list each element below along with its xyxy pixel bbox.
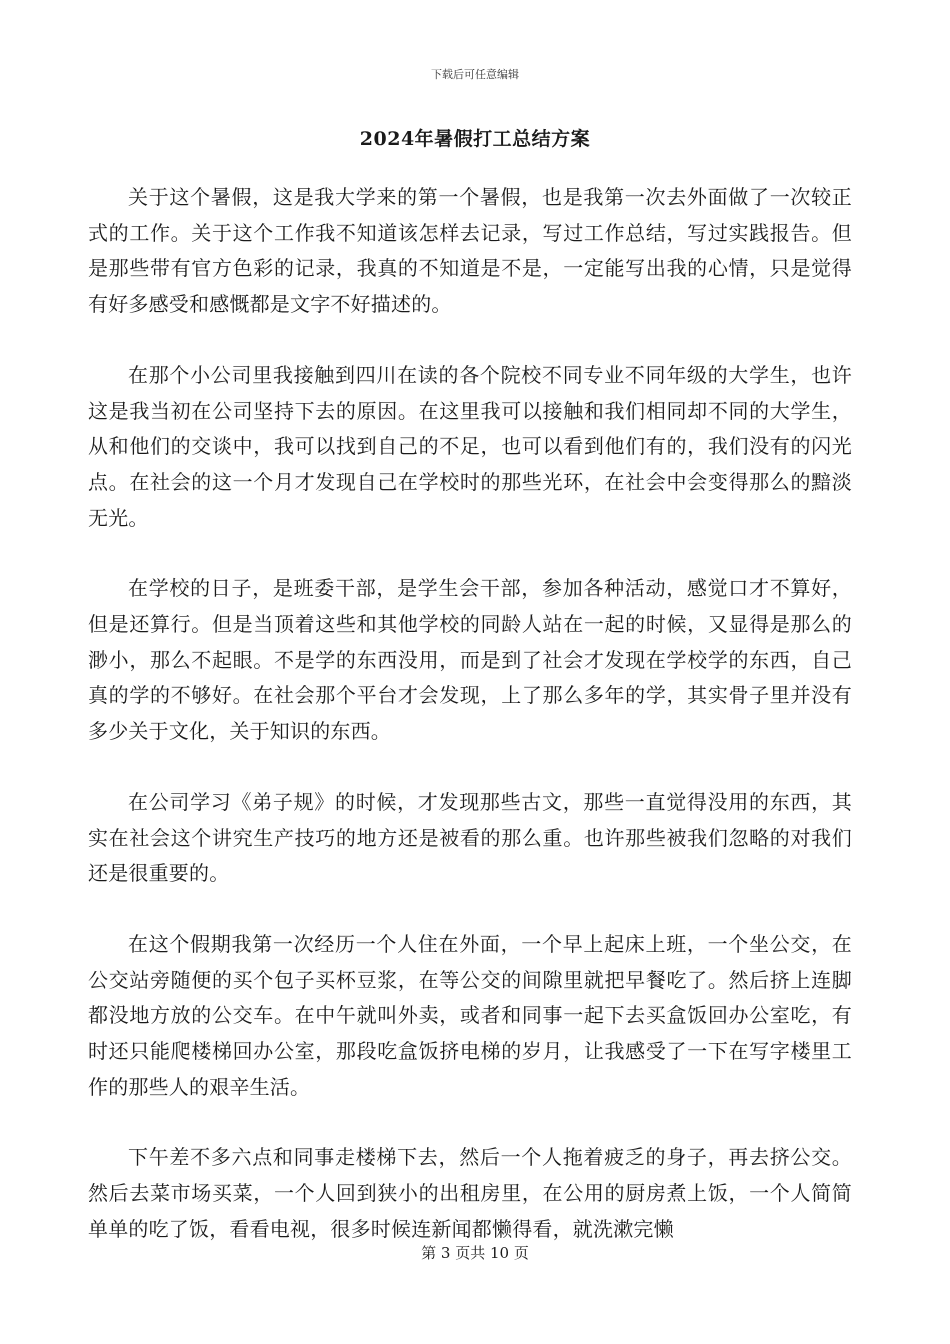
document-title: 2024年暑假打工总结方案: [359, 128, 591, 150]
paragraph: 在那个小公司里我接触到四川在读的各个院校不同专业不同年级的大学生，也许这是我当初在公司坚持下去的原因。在这里我可以接触和我们相同却不同的大学生，从和他们的交谈中，我可以找到自己的不足，也可以看到他们有的，我们没有的闪光点。在社会的这一个月才发现自己在学校时的那些光环，在社会中会变得那么的黯淡无光。: [88, 362, 852, 530]
paragraph: 在学校的日子，是班委干部，是学生会干部，参加各种活动，感觉口才不算好，但是还算行。但是当顶着这些和其他学校的同龄人站在一起的时候，又显得是那么的渺小，那么不起眼。不是学的东西没用，而是到了社会才发现在学校学的东西，自己真的学的不够好。在社会那个平台才会发现，上了那么多年的学，其实骨子里并没有多少关于文化，关于知识的东西。: [88, 576, 852, 744]
page-number: 第 3 页共 10 页: [421, 1244, 529, 1262]
paragraph: 在公司学习《弟子规》的时候，才发现那些古文，那些一直觉得没用的东西，其实在社会这个讲究生产技巧的地方还是被看的那么重。也许那些被我们忽略的对我们还是很重要的。: [88, 789, 852, 886]
paragraph: 关于这个暑假，这是我大学来的第一个暑假，也是我第一次去外面做了一次较正式的工作。关于这个工作我不知道该怎样去记录，写过工作总结，写过实践报告。但是那些带有官方色彩的记录，我真的不知道是不是，一定能写出我的心情，只是觉得有好多感受和感慨都是文字不好描述的。: [88, 185, 852, 317]
header-note: 下载后可任意编辑: [431, 68, 519, 81]
document-body: [88, 180, 852, 1283]
paragraph: 在这个假期我第一次经历一个人住在外面，一个早上起床上班，一个坐公交，在公交站旁随便的买个包子买杯豆浆，在等公交的间隙里就把早餐吃了。然后挤上连脚都没地方放的公交车。在中午就叫外卖，或者和同事一起下去买盒饭回办公室吃，有时还只能爬楼梯回办公室，那段吃盒饭挤电梯的岁月，让我感受了一下在写字楼里工作的那些人的艰辛生活。: [88, 931, 852, 1099]
paragraph: 下午差不多六点和同事走楼梯下去，然后一个人拖着疲乏的身子，再去挤公交。然后去菜市场买菜，一个人回到狭小的出租房里，在公用的厨房煮上饭，一个人简简单单的吃了饭，看看电视，很多时候连新闻都懒得看，就洗漱完懒: [88, 1145, 852, 1241]
